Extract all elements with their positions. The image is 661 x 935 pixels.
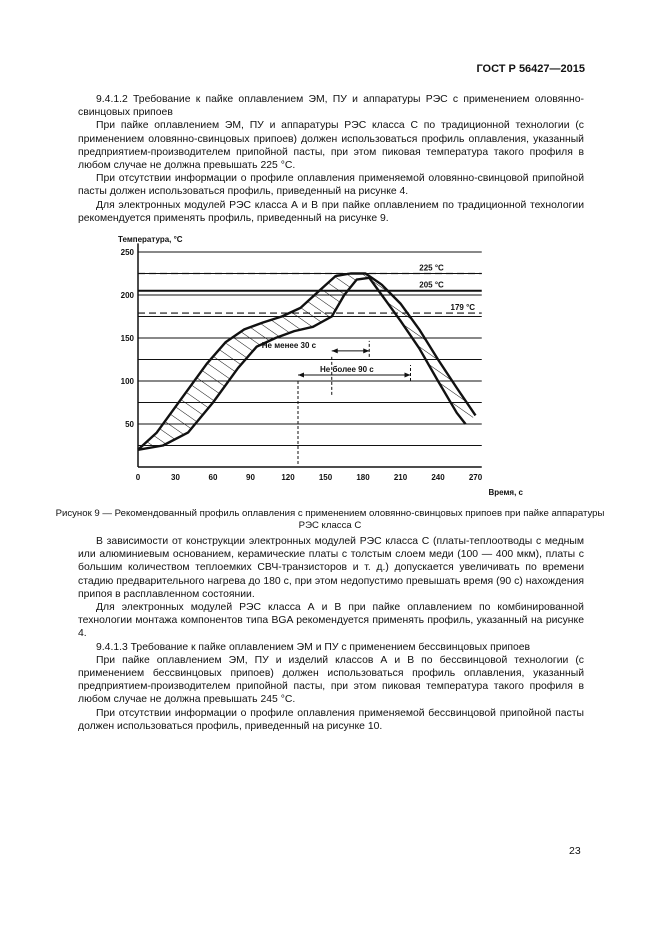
reflow-profile-chart (108, 228, 528, 503)
figure-caption: Рисунок 9 — Рекомендованный профиль оплавления с применением оловянно-свинцовых припоев при пайке аппаратуры РЭС класса С (55, 508, 605, 531)
y-tick-label: 100 (120, 377, 134, 386)
x-tick-label: 150 (318, 473, 333, 482)
y-axis-label: Температура, °С (118, 235, 183, 244)
x-tick-label: 270 (468, 473, 483, 482)
paragraph: Для электронных модулей РЭС класса А и В при пайке оплавлением по традиционной технологии рекомендуется применять профиль, приведенный на рисунке 9. (78, 199, 584, 224)
paragraph: Для электронных модулей РЭС класса А и В при пайке оплавлением по комбинированной технологии монтажа компонентов типа BGA рекомендуется применять профиль, указанный на рисунке 4. (78, 602, 584, 640)
reference-line-label: 179 °С (450, 303, 476, 313)
profile-band (138, 274, 476, 450)
page-number: 23 (569, 845, 581, 857)
y-tick-label: 200 (120, 291, 134, 300)
annotation-label: Не более 90 с (320, 364, 374, 374)
paragraph: 9.4.1.3 Требование к пайке оплавлением ЭМ и ПУ с применением бессвинцовых припоев (96, 641, 531, 653)
x-tick-label: 240 (431, 473, 445, 482)
document-header: ГОСТ Р 56427—2015 (476, 63, 585, 75)
paragraph: 9.4.1.2 Требование к пайке оплавлением ЭМ, ПУ и аппаратуры РЭС с применением оловянно-свинцовых припоев (78, 94, 584, 119)
paragraph: При пайке оплавлением ЭМ, ПУ и изделий классов А и В по бессвинцовой технологии (с применением бессвинцовых припоев) должен использоваться профиль оплавления, указанный предприятием-производителем припойной пасты, при этом пиковая температура такого профиля в любом случае не должна превышать 245 °С. (78, 654, 584, 706)
x-axis-label: Время, с (488, 488, 523, 497)
x-tick-label: 120 (281, 473, 295, 482)
annotation-label: Не менее 30 с (261, 340, 317, 350)
arrow-head (363, 348, 369, 353)
y-tick-label: 50 (125, 420, 134, 429)
text-block-bottom (78, 535, 584, 733)
x-tick-label: 60 (208, 473, 218, 482)
x-tick-label: 180 (356, 473, 370, 482)
arrow-head (298, 372, 304, 377)
arrow-head (332, 348, 338, 353)
paragraph: При отсутствии информации о профиле оплавления применяемой бессвинцовой припойной пасты должен использоваться профиль, приведенный на рисунке 10. (78, 707, 584, 732)
y-tick-label: 150 (120, 334, 134, 343)
arrow-head (405, 372, 411, 377)
text-block-top (78, 93, 584, 225)
x-tick-label: 90 (246, 473, 255, 482)
chart-svg (108, 228, 528, 503)
x-tick-label: 0 (135, 473, 141, 482)
x-tick-label: 30 (171, 473, 180, 482)
reference-line-label: 225 °С (419, 263, 444, 273)
y-tick-label: 250 (120, 248, 134, 257)
x-tick-label: 210 (393, 473, 408, 482)
paragraph: При отсутствии информации о профиле оплавления применяемой оловянно-свинцовой припойной пасты должен использоваться профиль, приведенный на рисунке 4. (78, 173, 584, 198)
paragraph: В зависимости от конструкции электронных модулей РЭС класса С (платы-теплоотводы с медным или алюминиевым основанием, керамические платы с толстым слоем меди (100 — 400 мкм), платы с большим количеством теплоемких СВЧ-транзисторов и т. д.) допускается увеличивать по времени стадию предварительного нагрева до 180 с, при этом недопустимо превышать время (90 с) нахождения припоя в расплавленном состоянии. (78, 536, 584, 600)
paragraph: При пайке оплавлением ЭМ, ПУ и аппаратуры РЭС класса С по традиционной технологии (с применением оловянно-свинцовых припоев) должен использоваться профиль оплавления, указанный предприятием-производителем припойной пасты, при этом пиковая температура такого профиля в любом случае не должна превышать 225 °С. (78, 120, 584, 172)
profile-hatch (138, 274, 476, 450)
reference-line-label: 205 °С (419, 280, 444, 290)
